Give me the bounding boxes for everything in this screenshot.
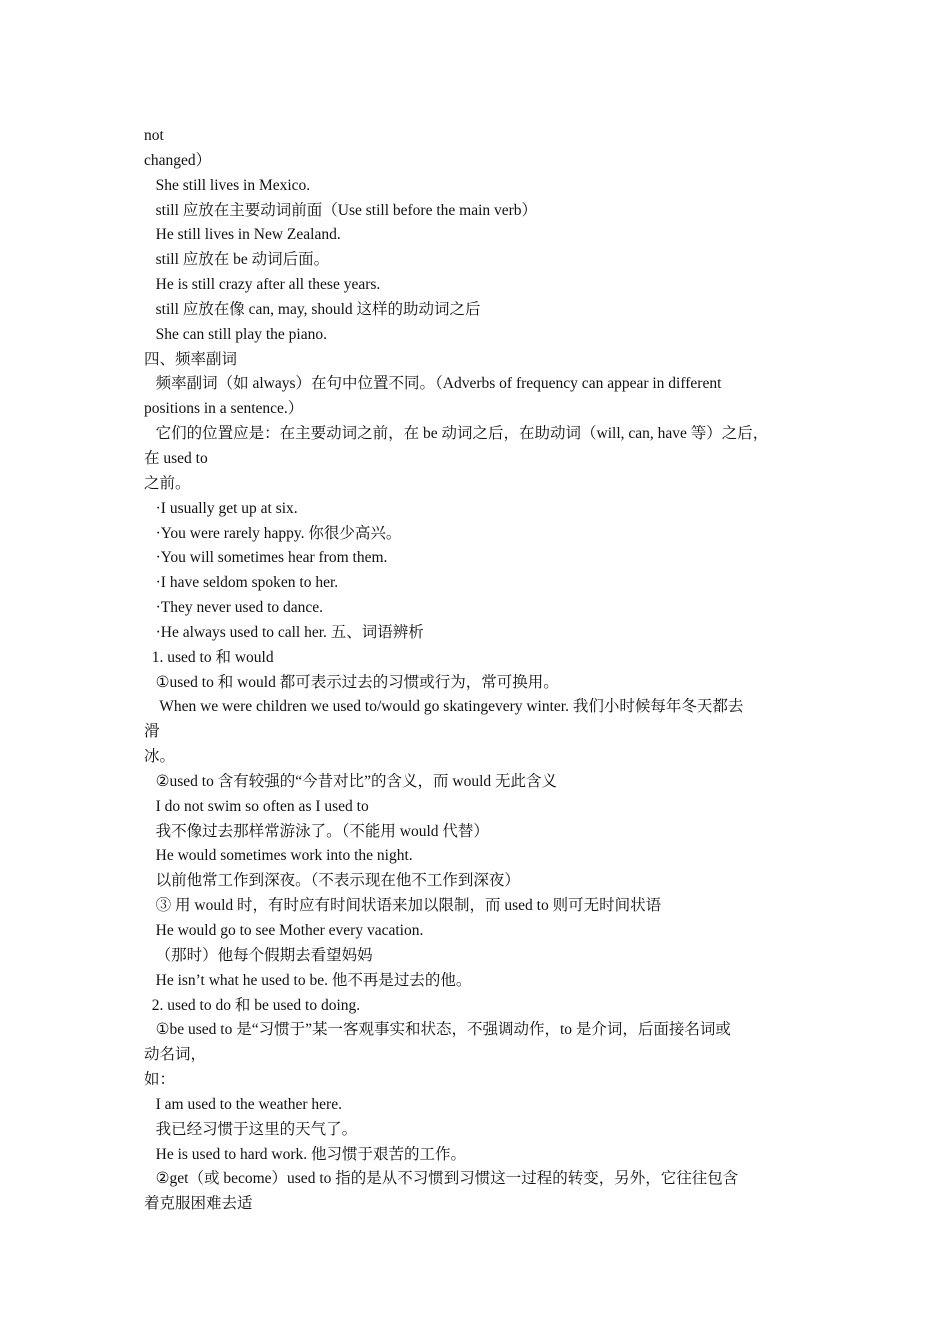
text-line: 以前他常工作到深夜。（不表示现在他不工作到深夜）: [144, 872, 520, 890]
text-line: I am used to the weather here.: [144, 1095, 342, 1113]
text-line: ②used to 含有较强的“今昔对比”的含义，而 would 无此含义: [144, 772, 557, 790]
text-line: 我已经习惯于这里的天气了。: [144, 1120, 358, 1138]
text-line: He would sometimes work into the night.: [144, 847, 413, 865]
example-item: ·You were rarely happy. 你很少高兴。: [144, 524, 402, 542]
example-item: ·You will sometimes hear from them.: [144, 549, 388, 567]
text-line: 它们的位置应是：在主要动词之前，在 be 动词之后，在助动词（will, can, have 等）之后，: [144, 425, 769, 443]
text-line: 着克服困难去适: [144, 1195, 253, 1213]
text-line: When we were children we used to/would go skatingevery winter. 我们小时候每年冬天都去: [144, 698, 744, 716]
text-line: He would go to see Mother every vacation.: [144, 922, 424, 939]
text-line: 动名词，: [144, 1046, 207, 1064]
text-line: 滑: [144, 723, 160, 741]
text-line: ①be used to 是“习惯于”某一客观事实和状态，不强调动作，to 是介词，后面接名词或: [144, 1021, 731, 1039]
text-line: He still lives in New Zealand.: [144, 226, 341, 244]
text-line: not: [144, 127, 164, 144]
text-line: He is still crazy after all these years.: [144, 276, 381, 294]
text-line: positions in a sentence.）: [144, 400, 304, 418]
subsection-heading: 2. used to do 和 be used to doing.: [144, 996, 361, 1014]
text-line: still 应放在 be 动词后面。: [144, 251, 330, 269]
text-line: ③ 用 would 时，有时应有时间状语来加以限制，而 used to 则可无时间状语: [144, 897, 662, 915]
text-line: still 应放在主要动词前面（Use still before the main verb）: [144, 201, 538, 219]
section-heading: 四、频率副词: [144, 350, 238, 368]
text-line: 之前。: [144, 474, 191, 492]
text-line: 冰。: [144, 748, 176, 766]
example-item: ·I usually get up at six.: [144, 499, 298, 517]
text-line: （那时）他每个假期去看望妈妈: [144, 946, 373, 964]
document-body: [144, 124, 824, 1217]
example-item: ·I have seldom spoken to her.: [144, 574, 339, 592]
text-line: ①used to 和 would 都可表示过去的习惯或行为，常可换用。: [144, 673, 559, 691]
text-line: ②get（或 become）used to 指的是从不习惯到习惯这一过程的转变，另外，它往往包含: [144, 1170, 739, 1188]
text-line: She still lives in Mexico.: [144, 176, 311, 194]
text-line: He is used to hard work. 他习惯于艰苦的工作。: [144, 1145, 467, 1163]
subsection-heading: 1. used to 和 would: [144, 648, 274, 666]
text-line: 我不像过去那样常游泳了。（不能用 would 代替）: [144, 822, 489, 840]
text-line: 如：: [144, 1071, 176, 1089]
text-line: 在 used to: [144, 449, 208, 467]
text-line: He isn’t what he used to be. 他不再是过去的他。: [144, 971, 472, 989]
text-line: changed）: [144, 151, 212, 169]
text-line: She can still play the piano.: [144, 325, 327, 343]
text-line: 频率副词（如 always）在句中位置不同。（Adverbs of frequency can appear in different: [144, 375, 722, 393]
text-line: I do not swim so often as I used to: [144, 797, 369, 815]
example-item: ·They never used to dance.: [144, 599, 324, 617]
example-item: ·He always used to call her. 五、词语辨析: [144, 623, 424, 641]
text-line: still 应放在像 can, may, should 这样的助动词之后: [144, 300, 481, 318]
